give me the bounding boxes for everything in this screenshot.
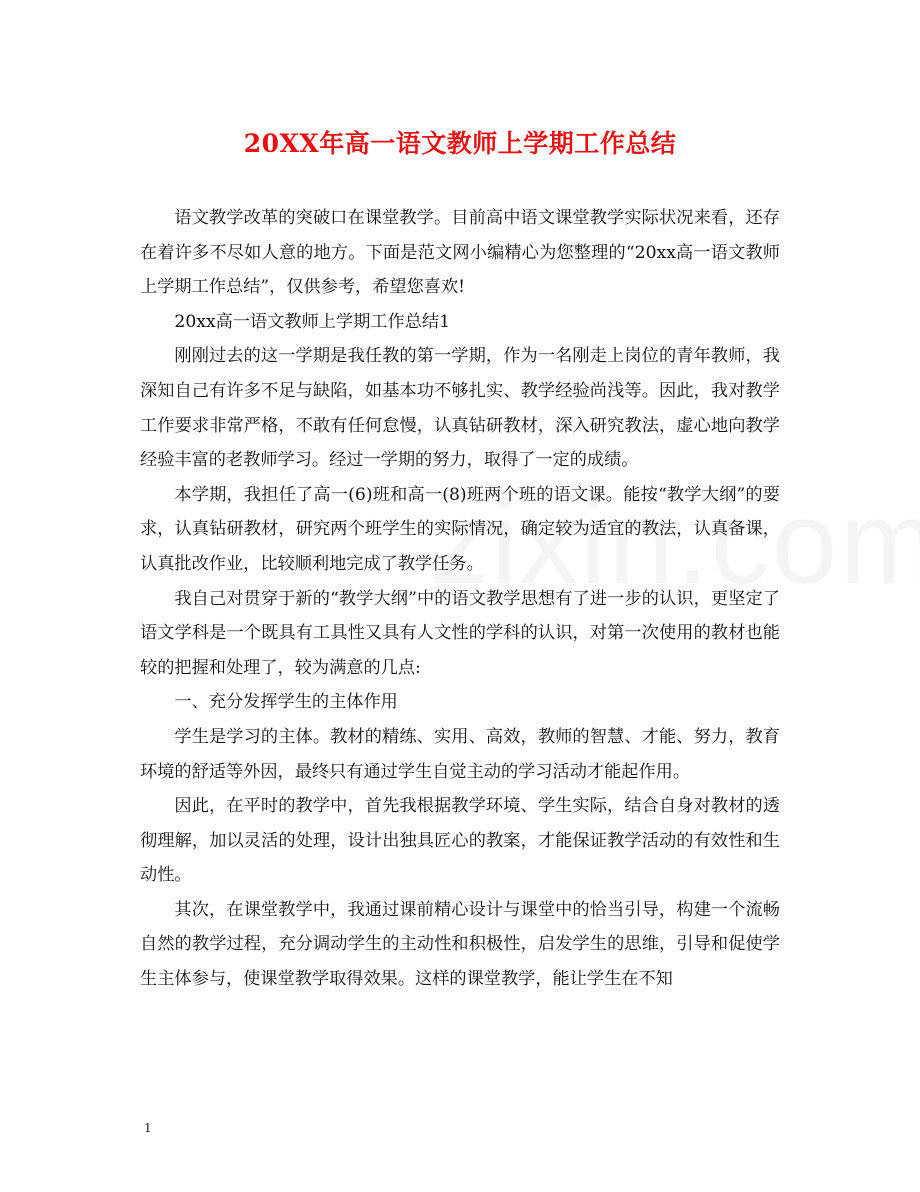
section-heading-1: 20xx高一语文教师上学期工作总结1 bbox=[174, 311, 451, 332]
document-body bbox=[140, 201, 780, 997]
paragraph: 学生是学习的主体。教材的精练、实用、高效，教师的智慧、才能、努力，教育环境的舒适等外因，最终只有通过学生自觉主动的学习活动才能起作用。 bbox=[140, 726, 780, 782]
paragraph: 因此，在平时的教学中，首先我根据教学环境、学生实际，结合自身对教材的透彻理解，加以灵活的处理，设计出独具匠心的教案，才能保证教学活动的有效性和生动性。 bbox=[140, 796, 780, 886]
paragraph: 其次，在课堂教学中，我通过课前精心设计与课堂中的恰当引导，构建一个流畅自然的教学过程，充分调动学生的主动性和积极性，启发学生的思维，引导和促使学生主体参与，使课堂教学取得效果。这样的课堂教学，能让学生在不知 bbox=[140, 899, 780, 990]
paragraph: 刚刚过去的这一学期是我任教的第一学期，作为一名刚走上岗位的青年教师，我深知自己有许多不足与缺陷，如基本功不够扎实、教学经验尚浅等。因此，我对教学工作要求非常严格，不敢有任何怠慢，认真钻研教材，深入研究教法，虚心地向教学经验丰富的老教师学习。经过一学期的努力，取得了一定的成绩。 bbox=[140, 346, 780, 471]
document-title: 20XX年高一语文教师上学期工作总结 bbox=[243, 129, 677, 158]
paragraph: 我自己对贯穿于新的“教学大纲”中的语文教学思想有了进一步的认识，更坚定了语文学科是一个既具有工具性又具有人文性的学科的认识，对第一次使用的教材也能较的把握和处理了，较为满意的几点: bbox=[140, 588, 780, 678]
subheading-1: 一、充分发挥学生的主体作用 bbox=[174, 692, 398, 713]
page-number: 1 bbox=[144, 1121, 152, 1135]
paragraph-intro: 语文教学改革的突破口在课堂教学。目前高中语文课堂教学实际状况来看，还存在着许多不尽如人意的地方。下面是范文网小编精心为您整理的“20xx高一语文教师上学期工作总结”，仅供参考，希望您喜欢! bbox=[140, 208, 780, 298]
paragraph: 本学期，我担任了高一(6)班和高一(8)班两个班的语文课。能按“教学大纲”的要求，认真钻研教材，研究两个班学生的实际情况，确定较为适宜的教法，认真备课，认真批改作业，比较顺利地完成了教学任务。 bbox=[140, 484, 780, 574]
